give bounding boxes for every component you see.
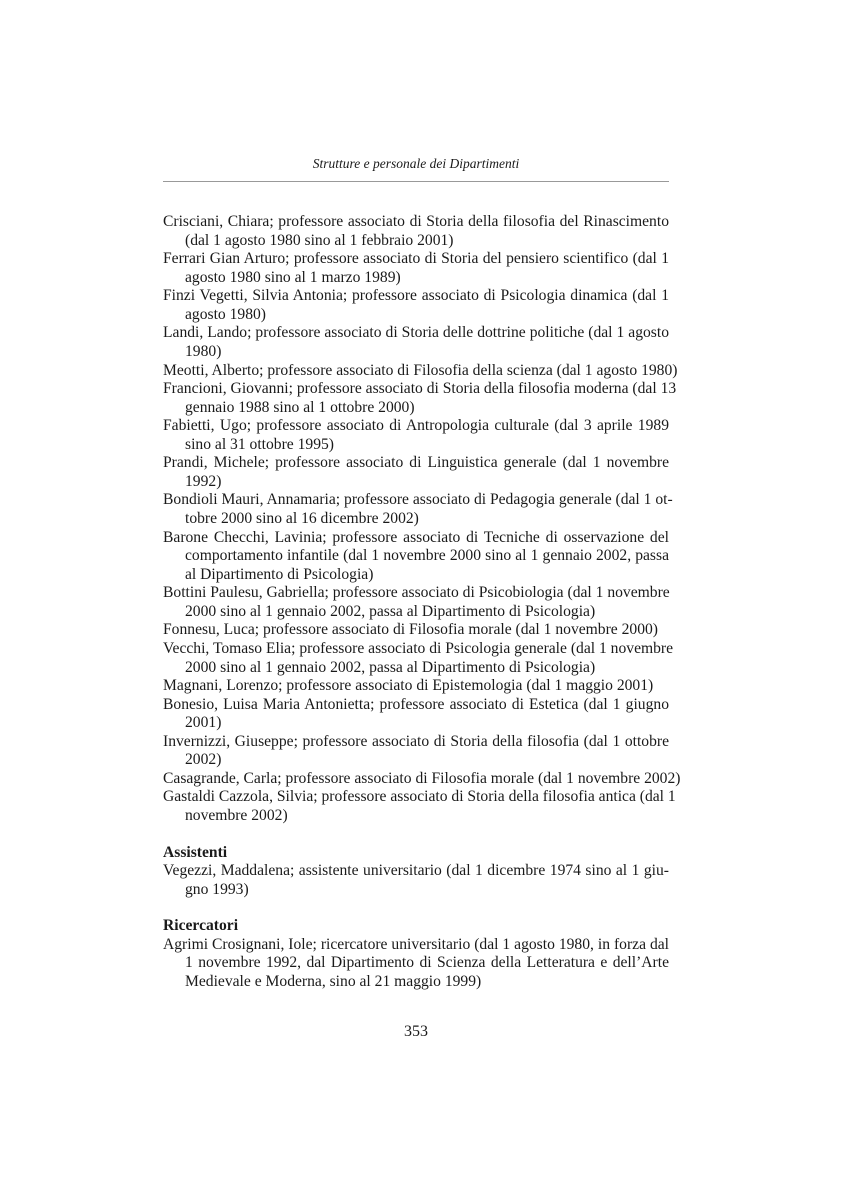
- section-heading: Ricercatori: [163, 917, 239, 935]
- entry-line: Prandi, Michele; professore associato di Linguistica generale (dal 1 novembre: [163, 454, 669, 472]
- personnel-entry: [163, 454, 669, 491]
- personnel-entry: [163, 733, 669, 770]
- personnel-entry: [163, 677, 669, 696]
- entry-line: Barone Checchi, Lavinia; professore associato di Tecniche di osservazione del: [163, 528, 669, 546]
- entry-line: (dal 1 agosto 1980 sino al 1 febbraio 2001): [185, 231, 454, 249]
- entry-line: Bottini Paulesu, Gabriella; professore associato di Psicobiologia (dal 1 novembre: [163, 584, 670, 602]
- entry-line: Crisciani, Chiara; professore associato di Storia della filosofia del Rinascimento: [163, 213, 669, 230]
- personnel-entry: [163, 621, 669, 640]
- personnel-entry: [163, 639, 674, 677]
- entry-line: agosto 1980): [185, 305, 266, 323]
- personnel-entry: [163, 584, 669, 621]
- personnel-entry: [163, 213, 669, 250]
- entry-line: Gastaldi Cazzola, Silvia; professore associato di Storia della filosofia antica (dal 1: [163, 788, 676, 806]
- entry-line: Casagrande, Carla; professore associato di Filosofia morale (dal 1 novembre 2002): [163, 769, 681, 787]
- entry-line: novembre 2002): [185, 807, 288, 824]
- entry-line: Meotti, Alberto; professore associato di Filosofia della scienza (dal 1 agosto 1980): [163, 361, 678, 379]
- entry-line: gennaio 1988 sino al 1 ottobre 2000): [185, 398, 415, 416]
- entry-line: Agrimi Crosignani, Iole; ricercatore universitario (dal 1 agosto 1980, in forza dal: [163, 935, 669, 953]
- section: [163, 213, 681, 826]
- entry-line: 1 novembre 1992, dal Dipartimento di Scienza della Letteratura e dell’Arte: [185, 954, 669, 972]
- header-rule: [163, 181, 669, 182]
- entry-line: Bondioli Mauri, Annamaria; professore associato di Pedagogia generale (dal 1 ot-: [163, 491, 673, 509]
- entry-line: agosto 1980 sino al 1 marzo 1989): [185, 268, 401, 286]
- entry-line: 1980): [185, 342, 222, 360]
- entry-line: Finzi Vegetti, Silvia Antonia; professore associato di Psicologia dinamica (dal 1: [163, 287, 669, 305]
- entry-line: al Dipartimento di Psicologia): [185, 565, 374, 583]
- entry-line: Vecchi, Tomaso Elia; professore associato di Psicologia generale (dal 1 novembre: [163, 639, 674, 657]
- section-heading: Assistenti: [163, 843, 228, 861]
- entry-line: Invernizzi, Giuseppe; professore associato di Storia della filosofia (dal 1 ottobre: [163, 732, 669, 750]
- personnel-entry: [163, 287, 669, 324]
- entry-line: Vegezzi, Maddalena; assistente universitario (dal 1 dicembre 1974 sino al 1 giu-: [163, 862, 669, 880]
- entry-line: sino al 31 ottobre 1995): [185, 435, 334, 453]
- section: [163, 844, 669, 900]
- entry-line: tobre 2000 sino al 16 dicembre 2002): [185, 510, 419, 527]
- entry-line: 1992): [185, 472, 222, 490]
- entry-line: Bonesio, Luisa Maria Antonietta; professore associato di Estetica (dal 1 giugno: [163, 695, 669, 713]
- page-body: [163, 213, 681, 992]
- entry-line: 2000 sino al 1 gennaio 2002, passa al Dipartimento di Psicologia): [185, 602, 596, 620]
- running-header: Strutture e personale dei Dipartimenti: [312, 156, 520, 171]
- entry-line: Landi, Lando; professore associato di Storia delle dottrine politiche (dal 1 agosto: [163, 324, 669, 342]
- page-number: 353: [404, 1023, 428, 1040]
- entry-line: 2000 sino al 1 gennaio 2002, passa al Dipartimento di Psicologia): [185, 658, 596, 676]
- entry-line: Francioni, Giovanni; professore associato di Storia della filosofia moderna (dal 13: [163, 380, 677, 398]
- entry-line: 2002): [185, 751, 222, 769]
- entry-line: comportamento infantile (dal 1 novembre 2000 sino al 1 gennaio 2002, passa: [185, 547, 669, 565]
- personnel-entry: [163, 769, 681, 789]
- personnel-entry: [163, 862, 669, 899]
- entry-line: Fonnesu, Luca; professore associato di Filosofia morale (dal 1 novembre 2000): [163, 621, 658, 639]
- personnel-entry: [163, 324, 669, 361]
- entry-line: gno 1993): [185, 880, 249, 898]
- personnel-entry: [163, 529, 669, 585]
- personnel-entry: [163, 696, 669, 733]
- entry-line: 2001): [185, 714, 222, 732]
- section: [163, 917, 669, 991]
- personnel-entry: [163, 380, 677, 417]
- personnel-entry: [163, 788, 676, 825]
- personnel-entry: [163, 250, 669, 287]
- personnel-entry: [163, 417, 669, 454]
- entry-line: Ferrari Gian Arturo; professore associato di Storia del pensiero scientifico (dal 1: [163, 250, 669, 268]
- entry-line: Fabietti, Ugo; professore associato di Antropologia culturale (dal 3 aprile 1989: [163, 417, 669, 435]
- personnel-entry: [163, 491, 673, 528]
- entry-line: Magnani, Lorenzo; professore associato di Epistemologia (dal 1 maggio 2001): [163, 677, 654, 695]
- personnel-entry: [163, 361, 678, 381]
- entry-line: Medievale e Moderna, sino al 21 maggio 1999): [185, 972, 482, 990]
- personnel-entry: [163, 936, 669, 992]
